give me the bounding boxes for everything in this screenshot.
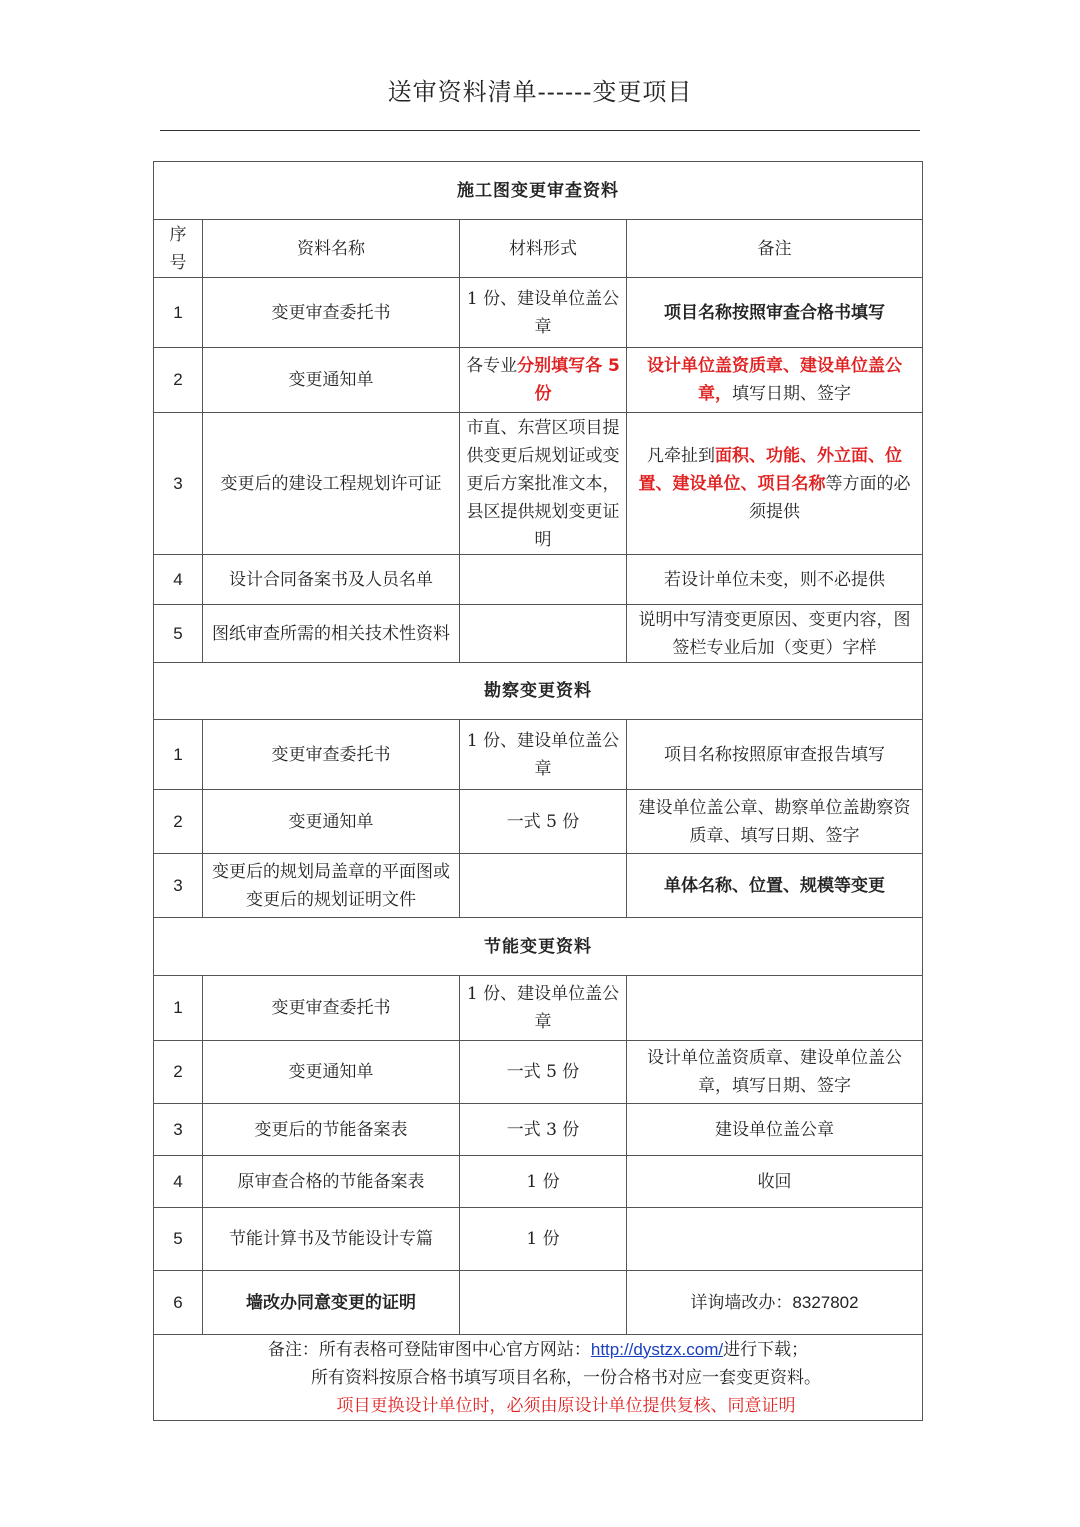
material-form [460, 605, 627, 663]
material-form [460, 555, 627, 605]
material-remark: 收回 [627, 1156, 923, 1208]
column-header-row [154, 220, 923, 278]
material-name: 设计合同备案书及人员名单 [203, 555, 460, 605]
table-row [154, 854, 923, 918]
material-remark [627, 1208, 923, 1271]
material-remark: 说明中写清变更原因、变更内容，图签栏专业后加（变更）字样 [627, 605, 923, 663]
row-number: 4 [154, 555, 203, 605]
document-title: 送审资料清单------变更项目 [387, 78, 693, 106]
row-number: 3 [154, 854, 203, 918]
remark-text: 详询墙改办： [690, 1292, 793, 1313]
material-name: 变更审查委托书 [203, 720, 460, 790]
material-form: 1 份 [460, 1208, 627, 1271]
row-number: 2 [154, 790, 203, 854]
material-name: 墙改办同意变更的证明 [203, 1271, 460, 1335]
material-form: 1 份、建设单位盖公章 [460, 976, 627, 1041]
material-form [460, 854, 627, 918]
footer-notes [154, 1335, 923, 1421]
row-number: 5 [154, 605, 203, 663]
column-header-name: 资料名称 [203, 220, 460, 278]
table-row [154, 1271, 923, 1335]
material-form: 1 份、建设单位盖公章 [460, 720, 627, 790]
footer-text: 所有表格可登陆审图中心官方网站： [318, 1339, 591, 1360]
table-row [154, 1208, 923, 1271]
title-underline [160, 130, 920, 131]
section-header-row [154, 918, 923, 976]
table-row [154, 790, 923, 854]
column-header-remark: 备注 [627, 220, 923, 278]
table-row [154, 720, 923, 790]
table-row [154, 976, 923, 1041]
footer-line-3: 项目更换设计单位时，必须由原设计单位提供复核、同意证明 [336, 1395, 796, 1416]
row-number: 3 [154, 413, 203, 555]
material-form: 一式 3 份 [460, 1104, 627, 1156]
remark-highlight: 面积、功能、外立面、位置、建设单位、项目名称 [638, 445, 902, 494]
remark-text: 等方面的必须提供 [749, 473, 911, 522]
footer-line-1 [160, 1336, 916, 1364]
material-name: 变更审查委托书 [203, 976, 460, 1041]
website-link[interactable]: http://dystzx.com/ [590, 1339, 724, 1359]
form-text-highlight: 分别填写各 5 份 [517, 356, 620, 404]
footer-notes-row [154, 1335, 923, 1421]
row-number: 1 [154, 278, 203, 348]
section-title: 施工图变更审查资料 [154, 162, 923, 220]
section-title: 勘察变更资料 [154, 663, 923, 720]
material-remark: 项目名称按照审查合格书填写 [627, 278, 923, 348]
material-remark: 项目名称按照原审查报告填写 [627, 720, 923, 790]
remark-text: 凡牵扯到 [647, 445, 715, 466]
row-number: 1 [154, 976, 203, 1041]
table-row [154, 278, 923, 348]
material-remark [627, 348, 923, 413]
material-form: 1 份、建设单位盖公章 [460, 278, 627, 348]
material-name: 变更后的节能备案表 [203, 1104, 460, 1156]
row-number: 1 [154, 720, 203, 790]
material-name: 变更通知单 [203, 1041, 460, 1104]
table-row [154, 1041, 923, 1104]
material-name: 变更后的规划局盖章的平面图或变更后的规划证明文件 [203, 854, 460, 918]
material-name: 节能计算书及节能设计专篇 [203, 1208, 460, 1271]
material-remark [627, 1271, 923, 1335]
material-remark: 设计单位盖资质章、建设单位盖公章，填写日期、签字 [627, 1041, 923, 1104]
material-form: 1 份 [460, 1156, 627, 1208]
section-title: 节能变更资料 [154, 918, 923, 976]
row-number: 2 [154, 348, 203, 413]
footer-line-2: 所有资料按原合格书填写项目名称，一份合格书对应一套变更资料。 [311, 1367, 821, 1388]
material-form: 市直、东营区项目提供变更后规划证或变更后方案批准文本，县区提供规划变更证明 [460, 413, 627, 555]
footer-label: 备注： [267, 1339, 319, 1360]
phone-number: 8327802 [792, 1292, 859, 1312]
column-header-seq: 序号 [154, 220, 203, 278]
table-row [154, 605, 923, 663]
material-remark: 若设计单位未变，则不必提供 [627, 555, 923, 605]
remark-text: 填写日期、签字 [732, 384, 851, 404]
material-remark [627, 976, 923, 1041]
table-row [154, 555, 923, 605]
material-name: 变更通知单 [203, 348, 460, 413]
material-name: 变更通知单 [203, 790, 460, 854]
row-number: 6 [154, 1271, 203, 1335]
material-remark [627, 413, 923, 555]
table-row [154, 1104, 923, 1156]
section-header-row [154, 162, 923, 220]
material-remark: 建设单位盖公章 [627, 1104, 923, 1156]
material-name: 图纸审查所需的相关技术性资料 [203, 605, 460, 663]
material-remark: 单体名称、位置、规模等变更 [627, 854, 923, 918]
row-number: 3 [154, 1104, 203, 1156]
table-row [154, 348, 923, 413]
material-form: 一式 5 份 [460, 1041, 627, 1104]
table-row [154, 413, 923, 555]
form-text: 各专业 [466, 356, 518, 376]
material-form [460, 1271, 627, 1335]
section-header-row [154, 663, 923, 720]
column-header-form: 材料形式 [460, 220, 627, 278]
row-number: 2 [154, 1041, 203, 1104]
review-materials-table [153, 161, 923, 1421]
remark-highlight: 设计单位盖资质章、建设单位盖公章， [647, 356, 902, 404]
row-number: 5 [154, 1208, 203, 1271]
table-row [154, 1156, 923, 1208]
material-name: 变更后的建设工程规划许可证 [203, 413, 460, 555]
row-number: 4 [154, 1156, 203, 1208]
material-name: 原审查合格的节能备案表 [203, 1156, 460, 1208]
material-form [460, 348, 627, 413]
material-remark: 建设单位盖公章、勘察单位盖勘察资质章、填写日期、签字 [627, 790, 923, 854]
material-form: 一式 5 份 [460, 790, 627, 854]
material-name: 变更审查委托书 [203, 278, 460, 348]
footer-text: 进行下载； [723, 1339, 809, 1360]
